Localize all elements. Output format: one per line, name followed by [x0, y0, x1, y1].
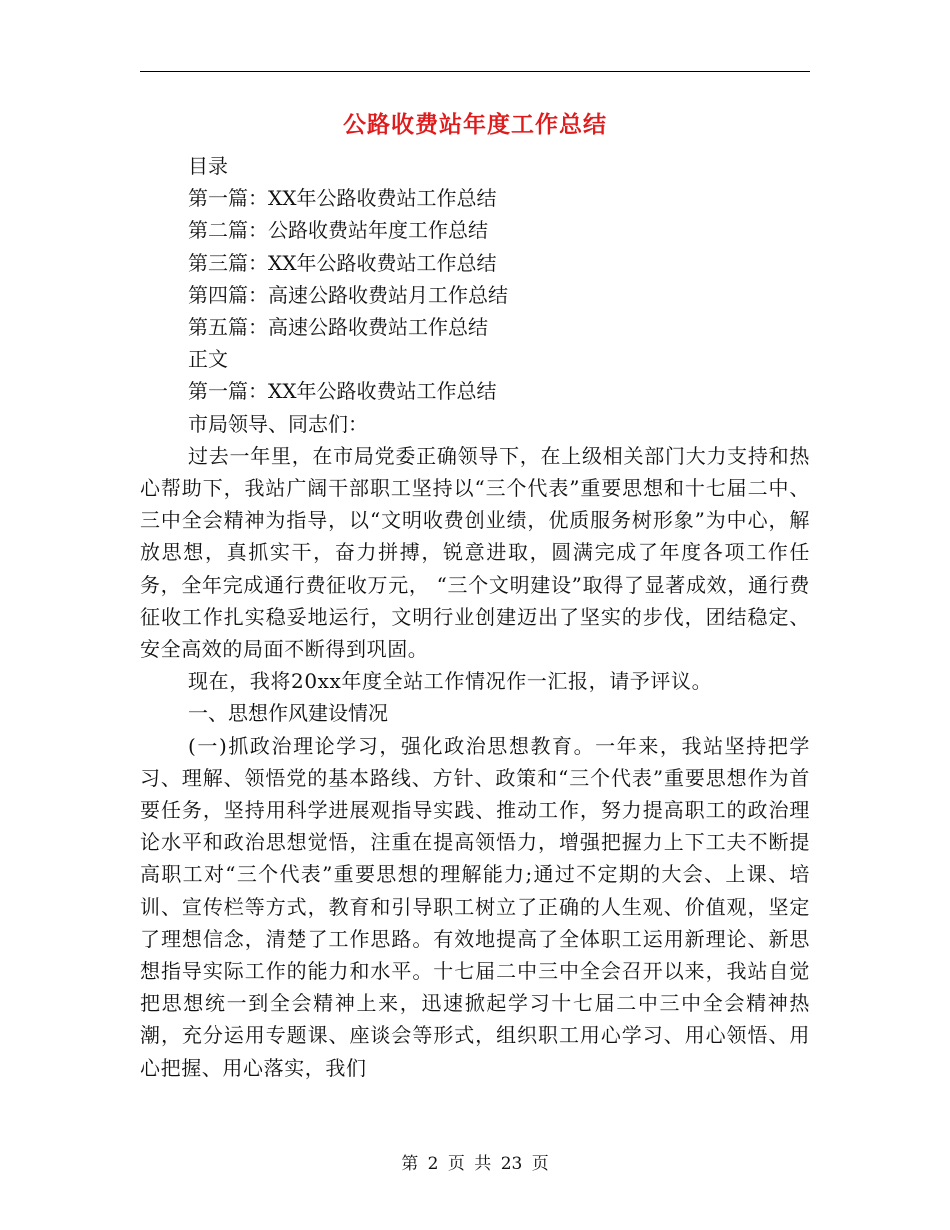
toc-item-2: 第二篇：公路收费站年度工作总结 — [188, 218, 488, 243]
body-paragraph-1: 过去一年里，在市局党委正确领导下，在上级相关部门大力支持和热心帮助下，我站广阔干部职工坚持以“三个代表”重要思想和十七届二中、三中全会精神为指导，以“文明收费创业绩，优质服务树形象”为中心，解放思想，真抓实干，奋力拼搏，锐意进取，圆满完成了年度各项工作任务，全年完成通行费征收万元， “三个文明建设”取得了显著成效，通行费征收工作扎实稳妥地运行，文明行业创建迈出了坚实的步伐，团结稳定、安全高效的局面不断得到巩固。 — [140, 443, 810, 662]
section-heading: 一、思想作风建设情况 — [188, 701, 388, 726]
body-paragraph-2: 现在，我将20xx年度全站工作情况作一汇报，请予评议。 — [188, 669, 713, 694]
chapter-title: 第一篇：XX年公路收费站工作总结 — [188, 379, 497, 404]
salutation: 市局领导、同志们： — [188, 411, 368, 436]
page-number-footer: 第 2 页 共 23 页 — [401, 1154, 549, 1174]
toc-item-3: 第三篇：XX年公路收费站工作总结 — [188, 250, 497, 275]
document-title: 公路收费站年度工作总结 — [343, 111, 607, 138]
toc-item-5: 第五篇：高速公路收费站工作总结 — [188, 315, 488, 340]
section-paragraph: (一)抓政治理论学习，强化政治思想教育。一年来，我站坚持把学习、理解、领悟党的基本路线、方针、政策和“三个代表”重要思想作为首要任务，坚持用科学进展观指导实践、推动工作，努力提高职工的政治理论水平和政治思想觉悟，注重在提高领悟力，增强把握力上下工夫不断提高职工对“三个代表”重要思想的理解能力;通过不定期的大会、上课、培训、宣传栏等方式，教育和引导职工树立了正确的人生观、价值观，坚定了理想信念，清楚了工作思路。有效地提高了全体职工运用新理论、新思想指导实际工作的能力和水平。十七届二中三中全会召开以来，我站自觉把思想统一到全会精神上来，迅速掀起学习十七届二中三中全会精神热潮，充分运用专题课、座谈会等形式，组织职工用心学习、用心领悟、用心把握、用心落实，我们 — [140, 733, 810, 1080]
toc-item-1: 第一篇：XX年公路收费站工作总结 — [188, 186, 497, 211]
toc-item-4: 第四篇：高速公路收费站月工作总结 — [188, 282, 508, 307]
toc-heading: 目录 — [188, 154, 228, 178]
body-heading: 正文 — [188, 347, 228, 372]
header-rule — [140, 71, 810, 72]
document-body — [140, 150, 810, 1084]
